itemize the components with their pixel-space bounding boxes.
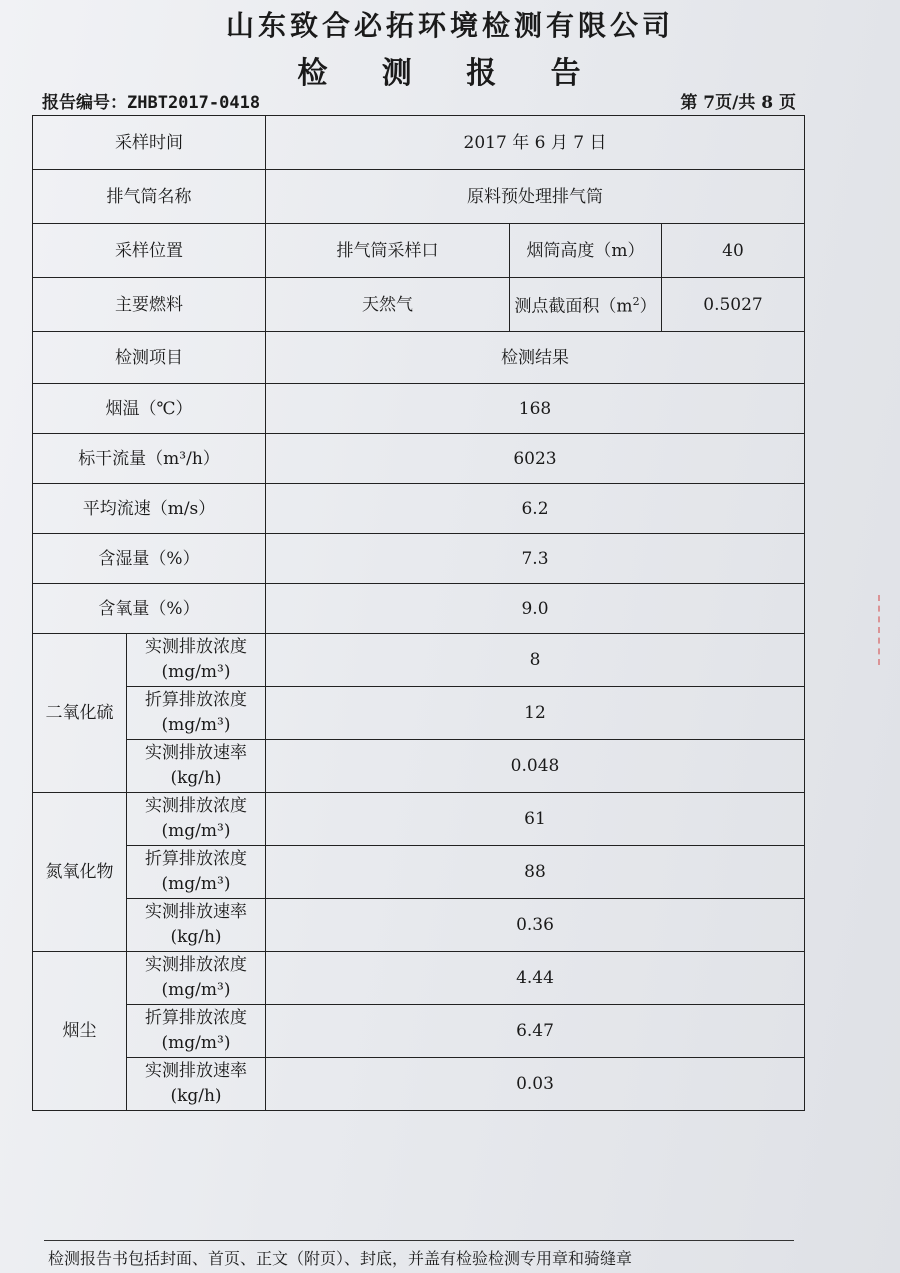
metric-unit: (mg/m³) [161,980,231,1000]
metric-value: 0.048 [266,740,805,793]
row-fuel [33,278,805,332]
param-value: 9.0 [266,584,805,634]
seal-edge-mark [878,595,900,665]
stack-name-label: 排气筒名称 [33,170,266,224]
param-label: 含湿量（%） [33,534,266,584]
row-position [33,224,805,278]
metric-label [127,793,266,846]
metric-value: 88 [266,846,805,899]
param-value: 168 [266,384,805,434]
report-title: 检 测 报 告 [297,56,603,91]
metric-unit: (mg/m³) [161,821,231,841]
metric-name: 实测排放浓度 [145,955,247,975]
metric-label [127,846,266,899]
param-value: 7.3 [266,534,805,584]
metric-name: 实测排放速率 [145,743,247,763]
metric-label [127,1058,266,1111]
area-label-sup: 2 [632,295,640,309]
results-table [32,115,805,1111]
group-row [33,1005,805,1058]
area-value: 0.5027 [662,278,805,332]
metric-label [127,899,266,952]
metric-label [127,634,266,687]
area-label-end: ） [639,296,657,317]
report-number: 报告编号：ZHBT2017-0418 [42,93,261,113]
result-header: 检测结果 [266,332,805,384]
metric-unit: (mg/m³) [161,662,231,682]
row-stack-name [33,170,805,224]
group-name: 二氧化硫 [33,634,127,793]
metric-unit: (mg/m³) [161,874,231,894]
metric-name: 折算排放浓度 [145,849,247,869]
metric-value: 12 [266,687,805,740]
group-row [33,846,805,899]
metric-value: 61 [266,793,805,846]
position-value: 排气筒采样口 [266,224,510,278]
fuel-label: 主要燃料 [33,278,266,332]
height-value: 40 [662,224,805,278]
group-name: 烟尘 [33,952,127,1111]
item-header: 检测项目 [33,332,266,384]
param-row [33,534,805,584]
metric-unit: (mg/m³) [161,715,231,735]
param-label: 平均流速（m/s） [33,484,266,534]
metric-value: 8 [266,634,805,687]
param-label: 含氧量（%） [33,584,266,634]
param-value: 6023 [266,434,805,484]
group-row [33,1058,805,1111]
area-label [510,278,662,332]
stack-name-value: 原料预处理排气筒 [266,170,805,224]
metric-name: 折算排放浓度 [145,690,247,710]
metric-name: 实测排放浓度 [145,637,247,657]
height-label: 烟筒高度（m） [510,224,662,278]
metric-value: 4.44 [266,952,805,1005]
sampling-time-label: 采样时间 [33,116,266,170]
group-name: 氮氧化物 [33,793,127,952]
metric-name: 实测排放速率 [145,902,247,922]
group-row [33,687,805,740]
metric-unit: (kg/h) [170,768,222,788]
metric-name: 实测排放速率 [145,1061,247,1081]
group-row [33,899,805,952]
metric-label [127,687,266,740]
area-label-text: 测点截面积（m [514,296,633,317]
row-results-header [33,332,805,384]
param-row [33,484,805,534]
fuel-value: 天然气 [266,278,510,332]
param-row [33,584,805,634]
footer-note: 检测报告书包括封面、首页、正文（附页）、封底，并盖有检验检测专用章和骑缝章 [48,1249,633,1268]
metric-label [127,1005,266,1058]
metric-name: 折算排放浓度 [145,1008,247,1028]
param-value: 6.2 [266,484,805,534]
sampling-time-value: 2017 年 6 月 7 日 [266,116,805,170]
group-row [33,793,805,846]
metric-label [127,952,266,1005]
param-row [33,384,805,434]
metric-value: 0.03 [266,1058,805,1111]
param-label: 标干流量（m³/h） [33,434,266,484]
group-row [33,952,805,1005]
metric-unit: (kg/h) [170,1086,222,1106]
group-row [33,740,805,793]
page-number: 第 7页/共 8 页 [680,93,796,113]
metric-label [127,740,266,793]
param-row [33,434,805,484]
company-name: 山东致合必拓环境检测有限公司 [225,9,674,42]
metric-value: 6.47 [266,1005,805,1058]
metric-name: 实测排放浓度 [145,796,247,816]
metric-unit: (kg/h) [170,927,222,947]
metric-unit: (mg/m³) [161,1033,231,1053]
footer-divider [44,1240,794,1241]
position-label: 采样位置 [33,224,266,278]
metric-value: 0.36 [266,899,805,952]
group-row [33,634,805,687]
row-sampling-time [33,116,805,170]
param-label: 烟温（℃） [33,384,266,434]
